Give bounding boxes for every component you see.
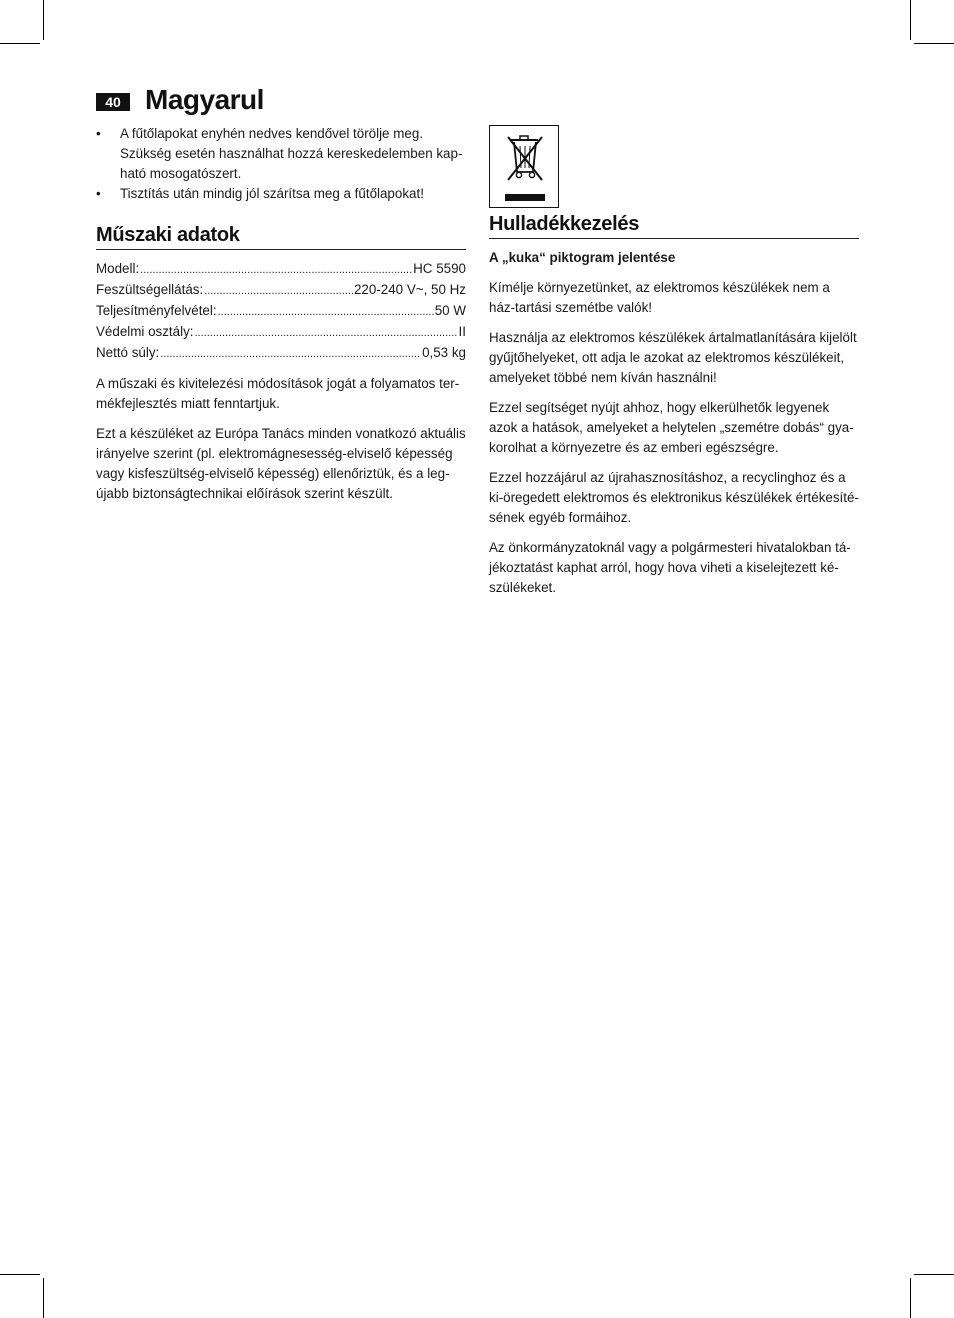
paragraph: Használja az elektromos készülékek ártalmatlanítására kijelölt gyűjtőhelyeket, ott adja le azokat az elektromos készülékeit, amelyeket többé nem kíván használni! bbox=[489, 330, 857, 385]
crop-mark bbox=[0, 1274, 40, 1275]
spec-value: 220-240 V~, 50 Hz bbox=[353, 282, 466, 297]
spec-list bbox=[96, 259, 466, 364]
dot-leader bbox=[195, 322, 458, 343]
paragraph: Ezt a készüléket az Európa Tanács minden vonatkozó aktuális irányelve szerint (pl. elektromágnesesség-elviselő képesség vagy kisfeszültség-elviselő képesség) ellenőriztük, és a leg-újabb biztonságtechnikai előírások szerint készült. bbox=[96, 426, 466, 501]
page-number: 40 bbox=[96, 93, 130, 111]
spec-label: Teljesítményfelvétel: bbox=[96, 303, 217, 318]
crop-mark bbox=[910, 1278, 911, 1318]
crop-mark bbox=[914, 1274, 954, 1275]
technical-data-heading: Műszaki adatok bbox=[96, 225, 466, 250]
spec-label: Védelmi osztály: bbox=[96, 324, 194, 339]
crop-mark bbox=[43, 1278, 44, 1318]
dot-leader bbox=[218, 301, 434, 322]
dot-leader bbox=[160, 343, 421, 364]
crop-mark bbox=[0, 43, 40, 44]
spec-row bbox=[96, 301, 466, 322]
list-item: • Tisztítás után mindig jól szárítsa meg a fűtőlapokat! bbox=[96, 184, 466, 204]
waste-disposal-heading: Hulladékkezelés bbox=[489, 214, 859, 239]
left-column bbox=[96, 124, 466, 504]
paragraph: Az önkormányzatoknál vagy a polgármesteri hivatalokban tá-jékoztatást kaphat arról, hogy hova viheti a kiselejtezett ké-szülékeket. bbox=[489, 540, 851, 595]
right-column bbox=[489, 125, 859, 598]
cleaning-list bbox=[96, 124, 466, 204]
crop-mark bbox=[910, 0, 911, 40]
dot-leader bbox=[204, 280, 353, 301]
crop-mark bbox=[43, 0, 44, 40]
spec-value: 50 W bbox=[434, 303, 466, 318]
spec-label: Modell: bbox=[96, 261, 140, 276]
dot-leader bbox=[140, 259, 412, 280]
paragraph: A műszaki és kivitelezési módosítások jogát a folyamatos ter-mékfejlesztés miatt fenntartjuk. bbox=[96, 376, 460, 411]
paragraph: Ezzel segítséget nyújt ahhoz, hogy elkerülhetők legyenek azok a hatások, amelyeket a helytelen „szemétre dobás“ gya-korolhat a környezetre és az emberi egészségre. bbox=[489, 400, 854, 455]
spec-value: HC 5590 bbox=[413, 261, 466, 276]
spec-row bbox=[96, 259, 466, 280]
pictogram-subheading: A „kuka“ piktogram jelentése bbox=[489, 250, 676, 265]
spec-value: 0,53 kg bbox=[422, 345, 466, 360]
paragraph: Ezzel hozzájárul az újrahasznosításhoz, a recyclinghoz és a ki-öregedett elektromos és elektronikus készülékek értékesíté-sének egyéb formáihoz. bbox=[489, 470, 859, 525]
spec-label: Feszültségellátás: bbox=[96, 282, 204, 297]
page-title: Magyarul bbox=[145, 84, 264, 115]
spec-label: Nettó súly: bbox=[96, 345, 160, 360]
spec-row bbox=[96, 322, 466, 343]
spec-row bbox=[96, 343, 466, 364]
bullet-icon: • bbox=[96, 186, 101, 201]
paragraph: Kímélje környezetünket, az elektromos készülékek nem a ház-tartási szemétbe valók! bbox=[489, 280, 830, 315]
spec-row bbox=[96, 280, 466, 301]
crop-mark bbox=[914, 43, 954, 44]
crossed-out-wheelie-bin-icon bbox=[489, 125, 559, 208]
list-item: • A fűtőlapokat enyhén nedves kendővel törölje meg. Szükség esetén használhat hozzá kereskedelemben kap-ható mosogatószert. bbox=[96, 126, 463, 181]
spec-value: II bbox=[458, 324, 466, 339]
bullet-icon: • bbox=[96, 126, 101, 141]
